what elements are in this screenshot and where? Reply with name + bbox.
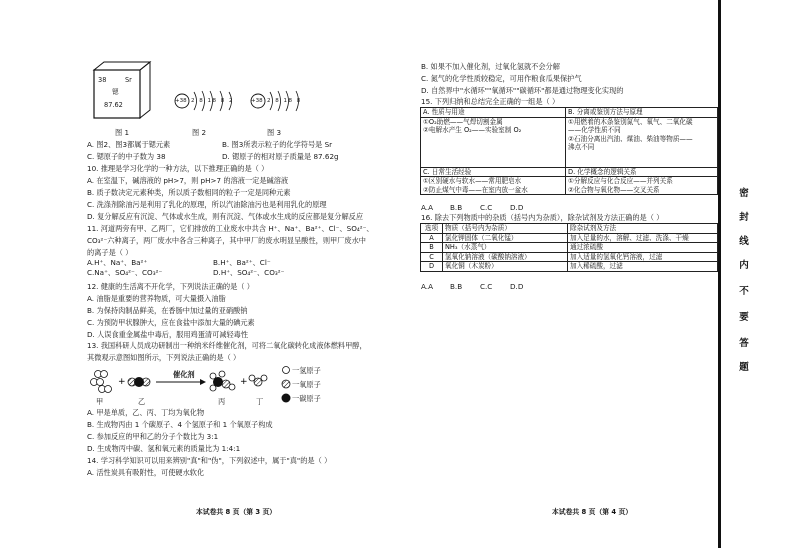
q10-stem: 10. 推理是学习化学的一种方法，以下推理正确的是（ ） [87, 164, 269, 173]
q16-row-b-method: 通过浓硫酸 [568, 243, 718, 253]
q11-stem-3: 的离子是（ ） [87, 248, 133, 257]
seal-char-5: 不 [739, 286, 749, 297]
seal-char-3: 线 [739, 236, 749, 247]
q12-option-c: C. 为预防甲状腺肿大，应在食盐中添加大量的碘元素 [87, 318, 255, 327]
legend-oxygen: 一氧原子 [292, 380, 321, 389]
q13-option-a: A. 甲是单质，乙、丙、丁均为氧化物 [87, 408, 205, 417]
q9-option-a: A. 图2、图3都属于锶元素 [87, 140, 171, 149]
q10-option-a: A. 在室温下，碱溶液的 pH>7，则 pH>7 的溶液一定是碱溶液 [87, 176, 289, 185]
catalyst-label: 催化剂 [173, 370, 195, 379]
q14-option-a: A. 活性炭具有吸附性，可使硬水软化 [87, 468, 205, 477]
q13-option-c: C. 参加反应的甲和乙的分子个数比为 3:1 [87, 432, 219, 441]
q16-row-a-option: A [421, 233, 443, 243]
svg-text:+: + [118, 377, 126, 387]
q15-cell-a-title: A. 性质与用途 [421, 108, 566, 118]
q10-option-d: D. 复分解反应有沉淀、气体或水生成，则有沉淀、气体或水生成的反应都是复分解反应 [87, 212, 364, 221]
seal-char-4: 内 [739, 260, 749, 271]
q12-stem: 12. 健康的生活离不开化学，下列说法正确的是（ ） [87, 282, 254, 291]
q15-cell-b-body: ①用燃着的木条鉴别氮气、氧气、二氧化碳 ——化学性质不同 ②石油分离出汽油、煤油、柴油等物质—— 沸点不同 [566, 117, 718, 167]
q13-option-b: B. 生成物丙由 1 个碳原子、4 个氢原子和 1 个氧原子构成 [87, 420, 273, 429]
element-name: 锶 [112, 88, 119, 96]
q12-option-b: B. 为保持肉制品鲜美，在香肠中加过量的亚硝酸钠 [87, 306, 248, 315]
q16-header-option: 选项 [421, 224, 443, 234]
q13-stem-1: 13. 我国科研人员成功研制出一种纳米纤维催化剂，可将二氧化碳转化成液体燃料甲醇， [87, 341, 367, 350]
q16-row-c-option: C [421, 252, 443, 262]
q9-option-b: B. 图3所表示粒子的化学符号是 Sr [222, 140, 333, 149]
q16-stem: 16. 除去下列物质中的杂质（括号内为杂质），除杂试剂及方法正确的是（ ） [421, 213, 664, 222]
q16-header-substance: 物质（括号内为杂质） [443, 224, 568, 234]
q14-option-d: D. 自然界中"水循环""氧循环""碳循环"都是通过物理变化实现的 [421, 86, 624, 95]
q15-cell-d-title: D. 化学概念的逻辑关系 [566, 167, 718, 177]
q16-row-d-option: D [421, 262, 443, 272]
q15-cell-c-title: C. 日常生活经验 [421, 167, 566, 177]
fig-label-3: 图 3 [267, 128, 282, 137]
seal-char-1: 密 [739, 188, 749, 199]
q16-option-b: B.B [450, 282, 463, 291]
q15-option-d: D.D [510, 203, 524, 212]
q16-row-a-method: 加入足量的水，溶解、过滤、洗涤、干燥 [568, 233, 718, 243]
atom2-nucleus: +38 [175, 98, 187, 104]
q15-option-a: A.A [421, 203, 433, 212]
q16-option-d: D.D [510, 282, 524, 291]
seal-char-7: 答 [739, 338, 749, 349]
q16-table [420, 223, 718, 272]
q15-table [420, 107, 718, 195]
q16-row-d-method: 加入稀硫酸，过滤 [568, 262, 718, 272]
q14-option-b: B. 如果不加入催化剂，过氧化氢就不会分解 [421, 62, 560, 71]
atom2-shells: 2 8 18 8 2 [191, 98, 234, 104]
element-mass: 87.62 [104, 101, 123, 109]
q16-row-a-substance: 氯化钾固体（二氧化锰） [443, 233, 568, 243]
species-ding: 丁 [256, 397, 264, 406]
q11-option-d: D.H⁺、SO₄²⁻、CO₃²⁻ [213, 268, 285, 277]
atom3-shells: 2 8 18 8 [267, 98, 302, 104]
q11-option-b: B.H⁺、Ba²⁺、Cl⁻ [213, 258, 271, 267]
q11-stem-1: 11. 河道两旁有甲、乙两厂，它们排放的工业废水中共含 H⁺、Na⁺、Ba²⁺、Cl⁻、SO₄²⁻、 [87, 224, 374, 233]
q15-option-c: C.C [480, 203, 493, 212]
binding-margin-bar [718, 0, 721, 548]
q9-option-d: D. 锶原子的相对原子质量是 87.62g [222, 152, 339, 161]
q13-option-d: D. 生成物丙中碳、氢和氧元素的质量比为 1:4:1 [87, 444, 241, 453]
species-jia: 甲 [96, 397, 104, 406]
q16-option-c: C.C [480, 282, 493, 291]
seal-char-2: 封 [739, 212, 749, 223]
fig-label-2: 图 2 [192, 128, 207, 137]
svg-text:+: + [240, 377, 248, 387]
q16-header-method: 除杂试剂及方法 [568, 224, 718, 234]
q12-option-a: A. 油脂是重要的营养物质，可大量摄入油脂 [87, 294, 226, 303]
species-yi: 乙 [138, 397, 146, 406]
q14-option-c: C. 氮气的化学性质较稳定，可用作粮食瓜果保护气 [421, 74, 582, 83]
q15-cell-c-body: ①区别硬水与软水——常用肥皂水 ②防止煤气中毒——在室内放一盆水 [421, 177, 566, 195]
q16-row-c-substance: 氢氧化钠溶液（碳酸钠溶液） [443, 252, 568, 262]
q11-option-c: C.Na⁺、SO₄²⁻、CO₃²⁻ [87, 268, 163, 277]
q10-option-c: C. 洗涤剂除油污是利用了乳化的原理，所以汽油除油污也是利用乳化的原理 [87, 200, 327, 209]
q11-stem-2: CO₃²⁻六种离子，两厂废水中各含三种离子，其中甲厂的废水明显呈酸性，则甲厂废水中 [87, 236, 366, 245]
seal-char-6: 要 [739, 312, 749, 323]
q15-cell-b-title: B. 分离或鉴别方法与原理 [566, 108, 718, 118]
q10-option-b: B. 质子数决定元素种类，所以质子数相同的粒子一定是同种元素 [87, 188, 291, 197]
q15-option-b: B.B [450, 203, 463, 212]
q12-option-d: D. 人误食重金属盐中毒后，服用鸡蛋清可减轻毒性 [87, 330, 249, 339]
element-box-figure [92, 60, 152, 120]
q9-option-c: C. 锶原子的中子数为 38 [87, 152, 166, 161]
atom3-nucleus: +38 [251, 98, 263, 104]
fig-label-1: 图 1 [115, 128, 130, 137]
q16-row-c-method: 加入适量的氢氧化钙溶液，过滤 [568, 252, 718, 262]
q16-row-b-substance: NH₃（水蒸气） [443, 243, 568, 253]
element-symbol: Sr [125, 76, 132, 84]
q15-cell-a-body: ①O₂助燃——气焊切割金属 ②电解水产生 O₂——实验室制 O₂ [421, 117, 566, 167]
q14-stem: 14. 学习科学知识可以用来辨别"真"和"伪"，下列叙述中，属于"真"的是（ ） [87, 456, 332, 465]
legend-hydrogen: 一氢原子 [292, 366, 321, 375]
q13-stem-2: 其微观示意图如图所示，下列说法正确的是（ ） [87, 353, 241, 362]
page-footer-left: 本试卷共 8 页（第 3 页） [196, 508, 277, 516]
q16-row-b-option: B [421, 243, 443, 253]
q15-stem: 15. 下列归纳和总结完全正确的一组是（ ） [421, 97, 560, 106]
right-page [400, 0, 718, 548]
q16-row-d-substance: 氧化铜（木炭粉） [443, 262, 568, 272]
seal-char-8: 题 [739, 362, 749, 373]
q11-option-a: A.H⁺、Na⁺、Ba²⁺ [87, 258, 148, 267]
element-number: 38 [98, 76, 107, 84]
legend-carbon: 一碳原子 [292, 394, 321, 403]
q16-option-a: A.A [421, 282, 433, 291]
species-bing: 丙 [218, 397, 226, 406]
q15-cell-d-body: ①分解反应与化合反应——并列关系 ②化合物与氧化物——交叉关系 [566, 177, 718, 195]
page-footer-right: 本试卷共 8 页（第 4 页） [552, 508, 633, 516]
